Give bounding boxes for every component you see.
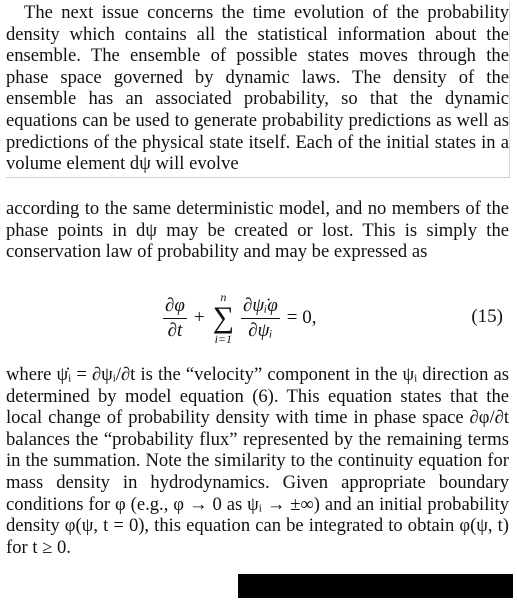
intro-paragraph: The next issue concerns the time evolution of the probability density which contains all the statistical information about the ensemble. The ensemble of possible states moves through the phase space governed by dynamic laws. The density of the ensemble has an associated probability, so that the dynamic equations can be used to generate probability predictions as well as predictions of the physical state itself. Each of the initial states in a volume element dψ will evolve [6,2,509,175]
equation-15 [0,280,517,356]
continuation-paragraph-block [6,198,509,263]
sigma-symbol: ∑ [212,301,235,334]
explanation-paragraph-block [6,364,509,558]
partial-phi-partial-t [163,295,187,342]
fraction-numerator: ∂φ [163,295,187,319]
sum-upper-limit: n [220,290,227,304]
fraction-denominator: ∂ψᵢ [248,319,273,341]
redaction-bar [238,574,513,598]
explanation-paragraph: where ψ̇ᵢ = ∂ψᵢ/∂t is the “velocity” component in the ψᵢ direction as determined by model equation (6). This equation states that the local change of probability density with time in phase space ∂φ/∂t balances the “probability flux” represented by the remaining terms in the summation. Note the similarity to the continuity equation for mass density in hydrodynamics. Given appropriate boundary conditions for φ (e.g., φ → 0 as ψᵢ → ±∞) and an initial probability density φ(ψ, t = 0), this equation can be integrated to obtain φ(ψ, t) for t ≥ 0. [6,364,509,558]
fraction-numerator: ∂ψ̇ᵢφ [241,295,280,319]
flux-term [241,295,280,342]
equation-number: (15) [471,306,503,327]
intro-paragraph-block [6,2,510,178]
plus-sign: + [193,307,205,328]
equals-zero: = 0, [286,307,317,328]
continuation-paragraph: according to the same deterministic model, and no members of the phase points in dψ may be created or lost. This is simply the conservation law of probability and may be expressed as [6,198,509,263]
sum-lower-limit: i=1 [214,332,233,346]
summation [213,291,234,345]
equation-body [160,280,320,356]
fraction-denominator: ∂t [167,319,183,341]
